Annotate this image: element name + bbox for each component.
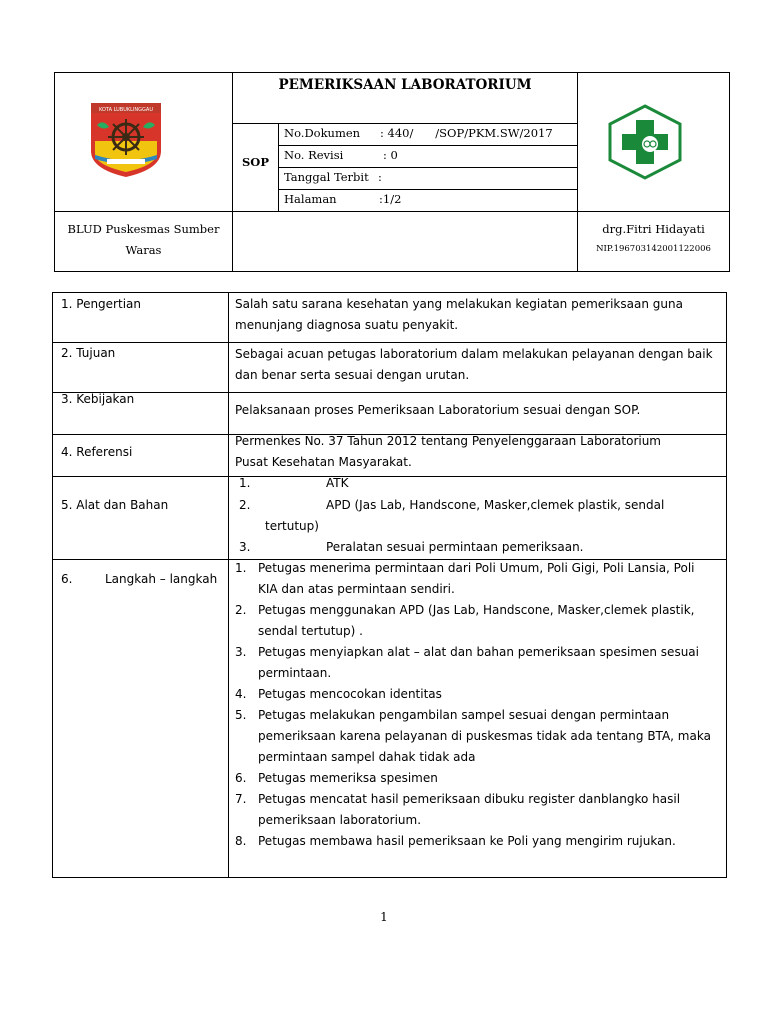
alat-item-3-num: 3. — [239, 540, 251, 554]
step-text — [258, 789, 680, 831]
step-text — [258, 642, 699, 684]
divider — [278, 189, 577, 190]
divider — [232, 73, 233, 271]
alat-item-3-text: Peralatan sesuai permintaan pemeriksaan. — [326, 540, 584, 554]
divider — [278, 167, 577, 168]
step-text — [258, 684, 442, 705]
doc-number-value: : 440/ /SOP/PKM.SW/2017 — [380, 126, 553, 140]
step-number: 7. — [235, 792, 247, 806]
step-number: 3. — [235, 645, 247, 659]
divider — [232, 123, 577, 124]
alat-item-2-num: 2. — [239, 498, 251, 512]
step-number: 5. — [235, 708, 247, 722]
city-logo — [89, 101, 163, 179]
text-line: Petugas menyiapkan alat – alat dan bahan pemeriksaan spesimen sesuai — [258, 645, 699, 659]
section-text-kebijakan: Pelaksanaan proses Pemeriksaan Laboratorium sesuai dengan SOP. — [235, 403, 641, 417]
text-line: KIA dan atas permintaan sendiri. — [258, 582, 455, 596]
list-item — [235, 768, 723, 789]
text-line: permintaan. — [258, 666, 332, 680]
organization-line-1: BLUD Puskesmas Sumber — [67, 222, 220, 236]
text-line: pemeriksaan laboratorium. — [258, 813, 422, 827]
issue-date-value: : — [378, 170, 382, 184]
organization-line-2: Waras — [125, 243, 162, 257]
revision-value: : 0 — [383, 148, 398, 162]
section-text-tujuan — [235, 344, 713, 386]
section-label-pengertian: 1. Pengertian — [61, 297, 141, 311]
steps-list — [235, 558, 723, 852]
sop-header-table — [54, 72, 730, 272]
alat-item-1-text: ATK — [326, 476, 349, 490]
page-number: 1 — [380, 910, 388, 924]
step-text — [258, 768, 438, 789]
list-item — [235, 684, 723, 705]
text-line: Petugas mencocokan identitas — [258, 687, 442, 701]
step-number: 8. — [235, 834, 247, 848]
divider — [53, 476, 726, 477]
divider — [577, 73, 578, 271]
list-item — [235, 558, 723, 600]
text-line: Permenkes No. 37 Tahun 2012 tentang Penyelenggaraan Laboratorium — [235, 434, 661, 448]
step-text — [258, 600, 694, 642]
divider — [228, 293, 229, 877]
section-label-referensi: 4. Referensi — [61, 445, 133, 459]
divider — [55, 211, 729, 212]
step-number: 6. — [235, 771, 247, 785]
step-text — [258, 558, 695, 600]
text-line: Salah satu sarana kesehatan yang melakukan kegiatan pemeriksaan guna — [235, 297, 683, 311]
section-label-langkah: Langkah – langkah — [105, 572, 218, 586]
divider — [53, 342, 726, 343]
alat-item-2-continued: tertutup) — [265, 519, 319, 533]
text-line: Petugas menerima permintaan dari Poli Umum, Poli Gigi, Poli Lansia, Poli — [258, 561, 695, 575]
divider — [53, 392, 726, 393]
step-number: 1. — [235, 561, 247, 575]
sop-label: SOP — [242, 155, 269, 169]
text-line: Petugas memeriksa spesimen — [258, 771, 438, 785]
text-line: Petugas mencatat hasil pemeriksaan dibuku register danblangko hasil — [258, 792, 681, 806]
text-line: sendal tertutup) . — [258, 624, 363, 638]
list-item — [235, 642, 723, 684]
section-label-tujuan: 2. Tujuan — [61, 346, 116, 360]
list-item — [235, 831, 723, 852]
issue-date-label: Tanggal Terbit — [284, 170, 369, 184]
section-label-alat: 5. Alat dan Bahan — [61, 498, 169, 512]
text-line: Pusat Kesehatan Masyarakat. — [235, 455, 412, 469]
revision-label: No. Revisi — [284, 148, 344, 162]
list-item — [235, 789, 723, 831]
step-number: 2. — [235, 603, 247, 617]
doc-number-label: No.Dokumen — [284, 126, 361, 140]
text-line: menunjang diagnosa suatu penyakit. — [235, 318, 459, 332]
text-line: Sebagai acuan petugas laboratorium dalam melakukan pelayanan dengan baik — [235, 347, 713, 361]
alat-item-1-num: 1. — [239, 476, 251, 490]
signer-nip: NIP.196703142001122006 — [596, 244, 711, 254]
section-label-kebijakan: 3. Kebijakan — [61, 392, 135, 406]
document-title: PEMERIKSAAN LABORATORIUM — [278, 77, 532, 93]
section-text-referensi — [235, 431, 661, 473]
page-label: Halaman — [284, 192, 337, 206]
alat-item-2-text: APD (Jas Lab, Handscone, Masker,clemek plastik, sendal — [326, 498, 665, 512]
list-item — [235, 705, 723, 768]
text-line: Petugas menggunakan APD (Jas Lab, Handscone, Masker,clemek plastik, — [258, 603, 695, 617]
text-line: dan benar serta sesuai dengan urutan. — [235, 368, 470, 382]
section-text-pengertian — [235, 294, 683, 336]
sop-content-table — [52, 292, 727, 878]
organization-name — [55, 219, 232, 261]
text-line: pemeriksaan karena pelayanan di puskesmas tidak ada tentang BTA, maka — [258, 729, 711, 743]
list-item — [235, 600, 723, 642]
signer-name: drg.Fitri Hidayati — [602, 222, 705, 236]
step-number: 4. — [235, 687, 247, 701]
section-number-langkah: 6. — [61, 572, 73, 586]
divider — [278, 145, 577, 146]
logo-caption: KOTA LUBUKLINGGAU — [98, 107, 154, 113]
page-value: :1/2 — [379, 192, 402, 206]
step-text — [258, 831, 676, 852]
text-line: permintaan sampel dahak tidak ada — [258, 750, 476, 764]
step-text — [258, 705, 711, 768]
text-line: Petugas membawa hasil pemeriksaan ke Poli yang mengirim rujukan. — [258, 834, 676, 848]
text-line: Petugas melakukan pengambilan sampel sesuai dengan permintaan — [258, 708, 670, 722]
puskesmas-logo — [606, 104, 684, 180]
